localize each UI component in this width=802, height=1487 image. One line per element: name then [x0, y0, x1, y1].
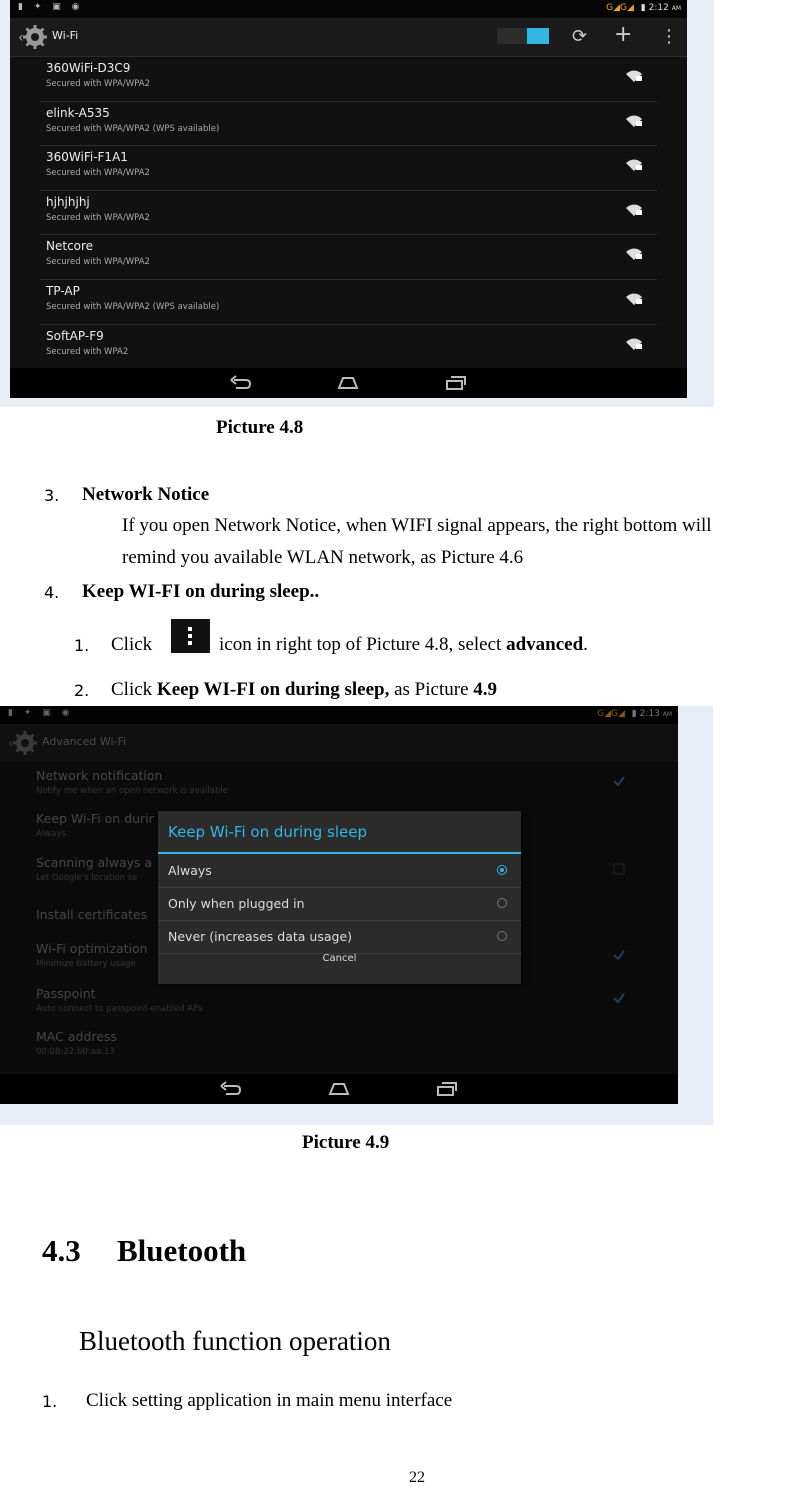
section-title: Bluetooth: [117, 1233, 247, 1268]
status-bar: [10, 0, 687, 18]
overflow-menu-icon[interactable]: ⋮: [660, 26, 678, 47]
setting-title: Passpoint: [36, 986, 96, 1001]
setting-summary: Let Google's location se: [36, 873, 138, 883]
back-icon[interactable]: [230, 375, 252, 391]
step-1-number: 1.: [42, 1392, 58, 1411]
network-security: Secured with WPA/WPA2: [46, 257, 150, 268]
option-label: Only when plugged in: [168, 896, 305, 911]
wifi-network-item[interactable]: [40, 191, 657, 236]
wifi-network-item[interactable]: [40, 57, 657, 102]
network-security: Secured with WPA/WPA2: [46, 168, 150, 179]
signal-icon: G◢G◢: [606, 3, 634, 13]
setting-summary: Minimize battery usage: [36, 959, 136, 969]
substep-1-body: icon in right top of Picture 4.8, select: [219, 634, 502, 655]
option-label: Always: [168, 863, 212, 878]
setting-title: Install certificates: [36, 907, 148, 922]
setting-summary: Notify me when an open network is available: [36, 786, 228, 796]
notification-icons: ▮ ✦ ▣ ◉: [8, 708, 74, 718]
home-icon[interactable]: [328, 1081, 350, 1097]
substep-2-click: Click: [111, 679, 153, 700]
status-right: [606, 3, 681, 13]
section-number: 4.3: [42, 1233, 81, 1268]
picture-4-8-screenshot: [0, 0, 714, 407]
item-3-text-line-2: remind you available WLAN network, as Picture 4.6: [122, 547, 524, 568]
substep-1-text: [219, 634, 588, 656]
wifi-network-list: [10, 57, 687, 369]
item-3-number: 3.: [44, 486, 60, 505]
picture-4-8-caption: Picture 4.8: [216, 417, 304, 438]
network-ssid: SoftAP-F9: [46, 328, 104, 343]
advanced-wifi-screen: [0, 706, 678, 1104]
substep-1-number: 1.: [74, 636, 90, 655]
step-1-text: Click setting application in main menu interface: [86, 1390, 453, 1411]
substep-1-click: Click: [111, 634, 153, 655]
network-ssid: TP-AP: [46, 283, 80, 298]
wifi-network-item[interactable]: [40, 102, 657, 147]
substep-2-ref: 4.9: [473, 679, 498, 700]
clock: 2:13: [639, 709, 660, 719]
screen-title: Advanced Wi-Fi: [42, 735, 127, 748]
dialog-title: Keep Wi-Fi on during sleep: [168, 823, 367, 841]
network-ssid: elink-A535: [46, 105, 110, 120]
picture-4-9-caption: Picture 4.9: [302, 1132, 390, 1153]
battery-icon: ▮: [640, 3, 646, 13]
network-security: Secured with WPA/WPA2 (WPS available): [46, 123, 220, 134]
wifi-lock-icon: [625, 114, 643, 128]
recent-apps-icon[interactable]: [436, 1081, 458, 1097]
wps-icon[interactable]: ⟳: [572, 26, 588, 47]
screen-title: Wi-Fi: [52, 29, 79, 42]
add-network-icon[interactable]: +: [614, 22, 633, 47]
network-ssid: Netcore: [46, 239, 94, 254]
setting-summary: Auto connect to passpoint-enabled APs: [36, 1004, 203, 1014]
wifi-lock-icon: [625, 158, 643, 172]
keep-wifi-dialog: [158, 811, 521, 984]
radio-unselected-icon[interactable]: [497, 898, 507, 908]
substep-1-bold: advanced: [506, 634, 584, 655]
notification-icons: ▮ ✦ ▣ ◉: [18, 2, 84, 12]
dialog-option-never[interactable]: [158, 921, 521, 954]
signal-icon: G◢G◢: [597, 709, 625, 719]
svg-text:‹: ‹: [18, 30, 24, 46]
navigation-bar: [0, 1074, 678, 1104]
wifi-network-item[interactable]: [40, 146, 657, 191]
clock-ampm: AM: [662, 711, 672, 718]
network-security: Secured with WPA/WPA2: [46, 212, 150, 223]
option-label: Never (increases data usage): [168, 929, 353, 944]
substep-2-number: 2.: [74, 681, 90, 700]
network-ssid: 360WiFi-D3C9: [46, 61, 131, 75]
battery-icon: ▮: [631, 709, 637, 719]
overflow-menu-icon: [171, 619, 210, 653]
dialog-option-always[interactable]: [158, 855, 521, 888]
setting-title: Wi-Fi optimization: [36, 941, 148, 956]
wifi-toggle[interactable]: [497, 28, 549, 44]
setting-summary: 00:08:22:b0:aa:13: [36, 1047, 115, 1057]
setting-title: Scanning always a: [36, 855, 153, 870]
wifi-lock-icon: [625, 203, 643, 217]
picture-4-9-screenshot: [0, 706, 713, 1125]
wifi-network-item[interactable]: [40, 235, 657, 280]
network-security: Secured with WPA2: [46, 346, 129, 357]
svg-text:‹: ‹: [8, 736, 14, 752]
wifi-screen: [10, 0, 687, 398]
network-security: Secured with WPA/WPA2: [46, 79, 150, 89]
item-3-text-line-1: If you open Network Notice, when WIFI signal appears, the right bottom will: [122, 515, 712, 536]
setting-title: Network notification: [36, 768, 163, 783]
settings-gear-icon[interactable]: [20, 24, 46, 50]
setting-summary: Always: [36, 829, 66, 839]
recent-apps-icon[interactable]: [445, 375, 467, 391]
home-icon[interactable]: [337, 375, 359, 391]
wifi-lock-icon: [625, 292, 643, 306]
radio-selected-icon[interactable]: [497, 865, 507, 875]
clock: 2:12: [648, 3, 669, 13]
network-ssid: hjhjhjhj: [46, 194, 90, 209]
back-icon[interactable]: [220, 1081, 242, 1097]
radio-unselected-icon[interactable]: [497, 931, 507, 941]
subheading: Bluetooth function operation: [79, 1326, 391, 1356]
action-bar: [10, 18, 687, 57]
wifi-lock-icon: [625, 247, 643, 261]
item-3-title: Network Notice: [82, 484, 210, 505]
navigation-bar: [10, 368, 687, 398]
substep-2-mid: as Picture: [394, 679, 469, 700]
substep-2-text: [111, 679, 497, 701]
setting-title: MAC address: [36, 1029, 117, 1044]
network-ssid: 360WiFi-F1A1: [46, 150, 128, 165]
wifi-network-item[interactable]: [40, 280, 657, 325]
dialog-option-plugged-in[interactable]: [158, 888, 521, 921]
substep-1-end: .: [583, 634, 588, 655]
substep-2-bold: Keep WI-FI on during sleep,: [156, 679, 390, 700]
page-number: 22: [409, 1469, 425, 1486]
setting-title: Keep Wi-Fi on durir: [36, 811, 154, 826]
item-4-title: Keep WI-FI on during sleep..: [82, 581, 320, 602]
wifi-lock-icon: [625, 337, 643, 351]
clock-ampm: AM: [671, 5, 681, 12]
wifi-network-item[interactable]: [40, 325, 657, 370]
network-security: Secured with WPA/WPA2 (WPS available): [46, 301, 220, 312]
dialog-title-divider: [158, 852, 521, 854]
dialog-cancel-button[interactable]: Cancel: [322, 953, 357, 964]
item-4-number: 4.: [44, 583, 60, 602]
wifi-lock-icon: [625, 69, 643, 83]
